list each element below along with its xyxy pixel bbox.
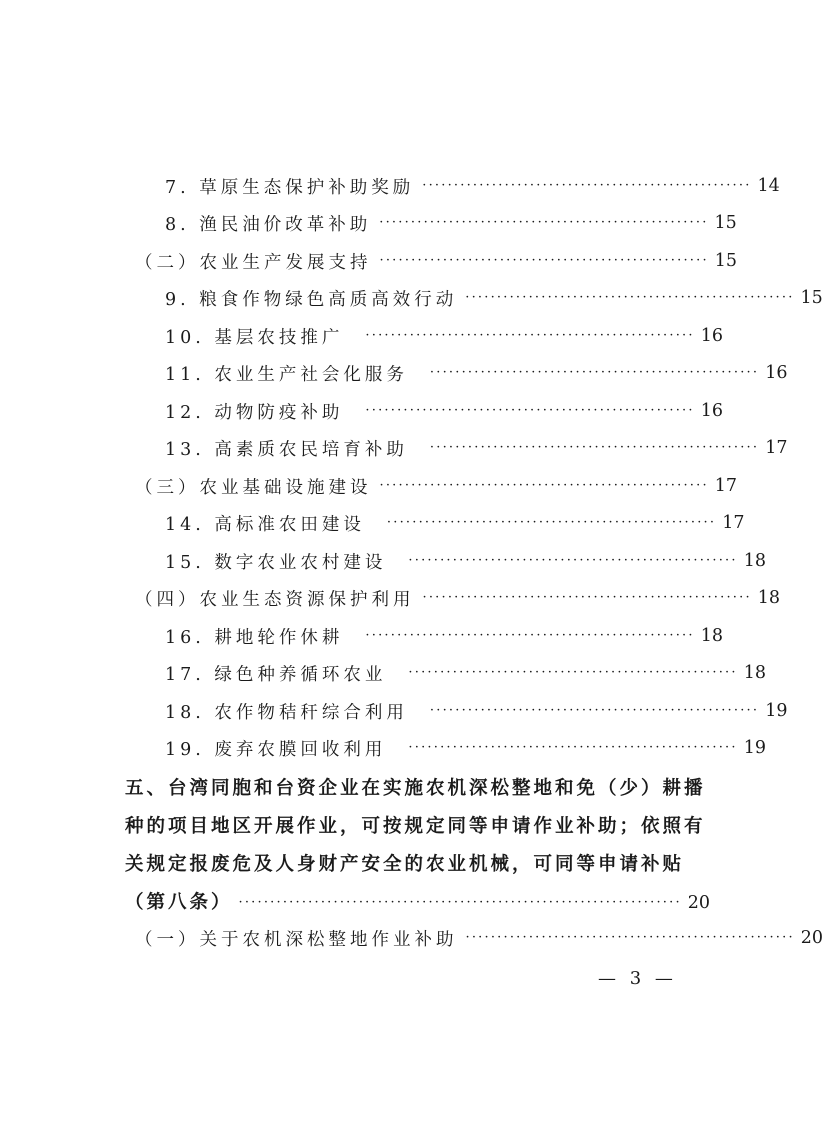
leader-dots: ···················································· — [365, 403, 695, 418]
chapter-5-article-ref: （第八条） — [125, 892, 233, 913]
leader-dots: ···················································· — [429, 440, 760, 455]
leader-dots: ···················································· — [365, 328, 695, 343]
toc-section-5-1[interactable] — [135, 923, 823, 953]
toc-entry-label: 16. 耕地轮作休耕 — [165, 627, 344, 648]
toc-entry-page: 15 — [800, 288, 823, 308]
toc-entry-label: 15. 数字农业农村建设 — [165, 552, 387, 573]
toc-entry-9[interactable] — [165, 283, 823, 313]
toc-entry-page: 17 — [722, 513, 745, 533]
toc-entry-label: （三）农业基础设施建设 — [135, 477, 372, 498]
toc-entry-label: 19. 废弃农膜回收利用 — [165, 739, 387, 760]
toc-entry-11[interactable] — [165, 358, 788, 388]
toc-entry-label: 14. 高标准农田建设 — [165, 514, 365, 535]
toc-entry-page: 16 — [700, 326, 723, 346]
toc-entry-page: 18 — [700, 626, 723, 646]
toc-entry-19[interactable] — [165, 733, 766, 763]
chapter-5-line-3: 关规定报废危及人身财产安全的农业机械，可同等申请补贴 — [125, 854, 685, 875]
leader-dots: ···················································· — [365, 628, 695, 643]
toc-entry-label: （四）农业生态资源保护利用 — [135, 589, 415, 610]
toc-entry-page: 16 — [700, 401, 723, 421]
toc-entry-page: 15 — [714, 251, 738, 271]
toc-entry-page: 19 — [765, 701, 788, 721]
toc-entry-label: 10. 基层农技推广 — [165, 327, 344, 348]
leader-dots: ···················································· — [422, 590, 752, 605]
toc-entry-page: 15 — [714, 213, 737, 233]
toc-entry-page: 20 — [800, 928, 823, 948]
toc-entry-7[interactable] — [165, 171, 780, 201]
leader-dots: ···················································· — [379, 215, 709, 230]
toc-entry-15[interactable] — [165, 546, 766, 576]
toc-entry-14[interactable] — [165, 508, 745, 538]
toc-entry-page: 20 — [687, 893, 711, 913]
toc-entry-label: 7. 草原生态保护补助奖励 — [165, 177, 415, 198]
toc-entry-label: 17. 绿色种养循环农业 — [165, 664, 387, 685]
toc-entry-page: 19 — [743, 738, 766, 758]
toc-entry-page: 18 — [743, 551, 766, 571]
leader-dots: ···················································· — [429, 365, 760, 380]
toc-entry-13[interactable] — [165, 433, 788, 463]
toc-section-2[interactable] — [135, 246, 738, 276]
toc-entry-label: 8. 渔民油价改革补助 — [165, 214, 372, 235]
toc-entry-label: 12. 动物防疫补助 — [165, 402, 344, 423]
toc-entry-16[interactable] — [165, 621, 723, 651]
toc-entry-label: 11. 农业生产社会化服务 — [165, 364, 408, 385]
toc-entry-page: 17 — [714, 476, 738, 496]
leader-dots: ···················································· — [408, 553, 738, 568]
toc-entry-label: （一）关于农机深松整地作业补助 — [135, 929, 458, 950]
toc-section-3[interactable] — [135, 471, 738, 501]
leader-dots: ···················································· — [465, 290, 795, 305]
toc-entry-page: 16 — [765, 363, 788, 383]
leader-dots: ······································································ — [238, 895, 682, 910]
toc-entry-label: 18. 农作物秸秆综合利用 — [165, 702, 408, 723]
leader-dots: ···················································· — [422, 178, 752, 193]
toc-entry-page: 18 — [757, 588, 781, 608]
page-number: — 3 — — [598, 968, 677, 989]
toc-entry-page: 17 — [765, 438, 788, 458]
toc-entry-17[interactable] — [165, 658, 766, 688]
toc-chapter-5[interactable] — [125, 770, 711, 922]
toc-entry-label: （二）农业生产发展支持 — [135, 252, 372, 273]
leader-dots: ···················································· — [465, 930, 795, 945]
toc-entry-18[interactable] — [165, 696, 788, 726]
toc-section-4[interactable] — [135, 583, 781, 613]
chapter-5-line-4 — [125, 884, 711, 922]
chapter-5-line-1: 五、台湾同胞和台资企业在实施农机深松整地和免（少）耕播 — [125, 778, 706, 799]
leader-dots: ···················································· — [386, 515, 717, 530]
toc-entry-page: 14 — [757, 176, 780, 196]
chapter-5-line-2: 种的项目地区开展作业，可按规定同等申请作业补助；依照有 — [125, 816, 706, 837]
toc-entry-8[interactable] — [165, 208, 737, 238]
toc-entry-10[interactable] — [165, 321, 723, 351]
leader-dots: ···················································· — [408, 665, 738, 680]
leader-dots: ···················································· — [429, 703, 760, 718]
leader-dots: ···················································· — [379, 253, 709, 268]
toc-entry-page: 18 — [743, 663, 766, 683]
leader-dots: ···················································· — [408, 740, 738, 755]
leader-dots: ···················································· — [379, 478, 709, 493]
toc-entry-label: 9. 粮食作物绿色高质高效行动 — [165, 289, 458, 310]
toc-entry-label: 13. 高素质农民培育补助 — [165, 439, 408, 460]
toc-entry-12[interactable] — [165, 396, 723, 426]
